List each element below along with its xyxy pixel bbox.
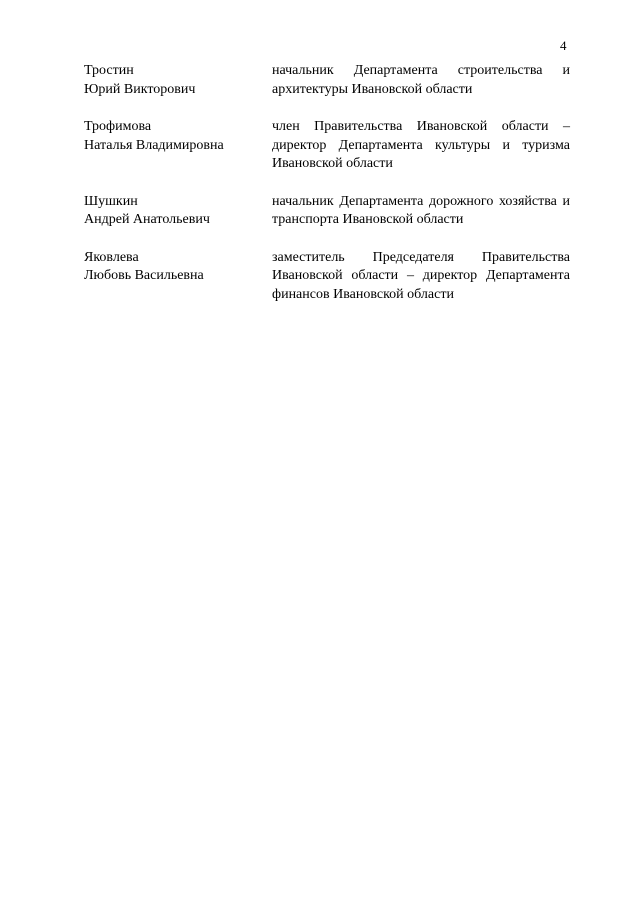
member-entry xyxy=(84,249,570,305)
member-surname: Трофимова xyxy=(84,119,152,134)
member-surname: Яковлева xyxy=(84,249,139,265)
member-list xyxy=(84,62,570,323)
page-number: 4 xyxy=(560,38,567,53)
member-surname: Шушкин xyxy=(84,193,138,209)
member-given-names: Андрей Анатольевич xyxy=(84,212,210,227)
member-given-names: Любовь Васильевна xyxy=(84,268,204,283)
member-name xyxy=(84,193,272,230)
member-given-names: Наталья Владимировна xyxy=(84,137,224,153)
member-position: член Правительства Ивановской области – директор Департамента культуры и туризма Ивановской области xyxy=(272,119,570,171)
member-position: заместитель Председателя Правительства Ивановской области – директор Департамента финансов Ивановской области xyxy=(272,249,570,302)
member-entry xyxy=(84,193,570,230)
member-entry xyxy=(84,118,570,174)
member-surname: Тростин xyxy=(84,63,134,78)
member-given-names: Юрий Викторович xyxy=(84,81,196,97)
member-name xyxy=(84,249,272,305)
member-position: начальник Департамента строительства и архитектуры Ивановской области xyxy=(272,63,570,97)
member-entry xyxy=(84,62,570,99)
member-position: начальник Департамента дорожного хозяйства и транспорта Ивановской области xyxy=(272,193,570,227)
member-name xyxy=(84,118,272,174)
member-name xyxy=(84,62,272,99)
